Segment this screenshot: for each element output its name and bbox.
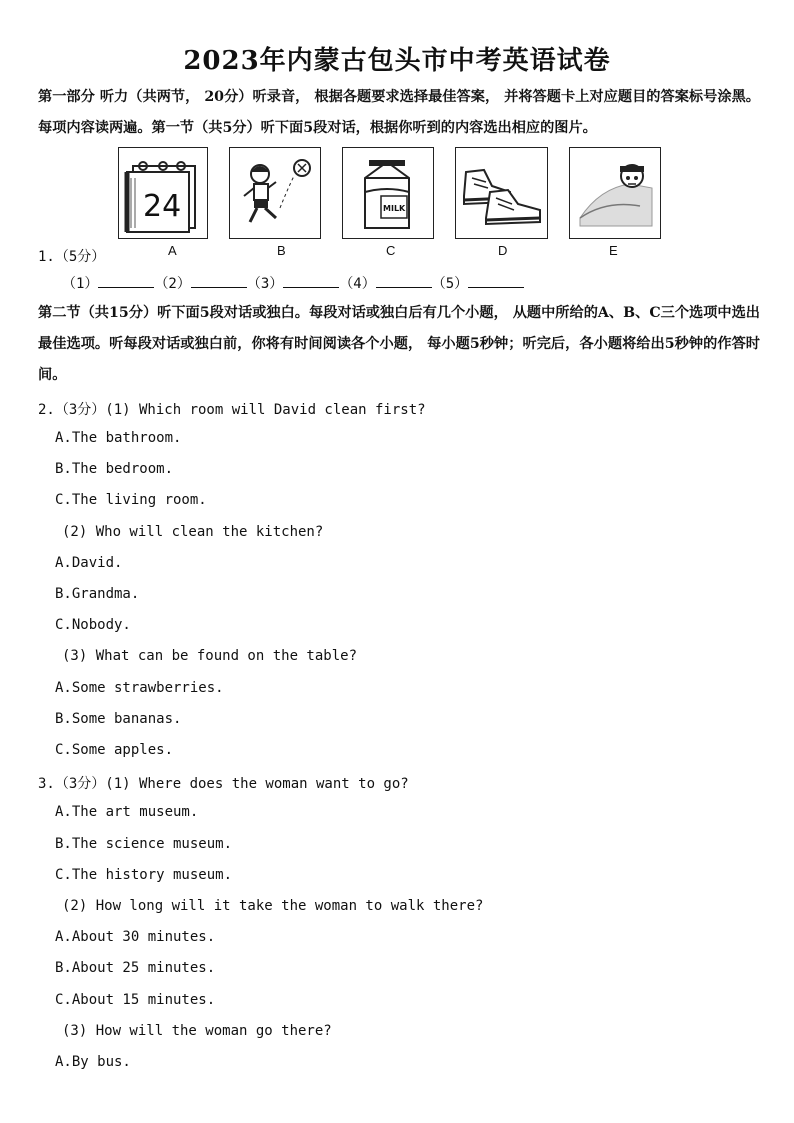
option: B.Grandma. xyxy=(55,586,140,602)
option: B.Some bananas. xyxy=(55,711,182,727)
sub-question: (3) What can be found on the table? xyxy=(62,648,358,664)
option: C.The history museum. xyxy=(55,867,233,883)
picture-label-e: E xyxy=(609,243,618,258)
option: A.The bathroom. xyxy=(55,430,182,446)
option: C.Nobody. xyxy=(55,617,131,633)
blank-label: （3） xyxy=(246,276,284,292)
option: A.David. xyxy=(55,555,123,571)
blank-label: （1） xyxy=(62,276,99,292)
sneakers-icon xyxy=(456,148,546,237)
picture-e xyxy=(569,147,661,239)
q2-header: 2.（3分）(1) Which room will David clean first? xyxy=(38,402,426,418)
calendar-date: 24 xyxy=(143,189,182,224)
picture-label-b: B xyxy=(277,243,286,258)
q3-header: 3.（3分）(1) Where does the woman want to go? xyxy=(38,776,409,792)
picture-c xyxy=(342,147,434,239)
exam-title: 2023年内蒙古包头市中考英语试卷 xyxy=(183,46,611,76)
option: A.By bus. xyxy=(55,1054,131,1070)
answer-blank[interactable] xyxy=(191,275,247,288)
answer-blank[interactable] xyxy=(98,275,154,288)
part2-instructions: 第二节（共15分）听下面5段对话或独白。每段对话或独白后有几个小题， 从题中所给的A、B、C三个选项中选出最佳选项。听每段对话或独白前，你将有时间阅读各个小题， 每小题5秒钟；听完后，各小题将给出5秒钟的作答时间。 xyxy=(38,305,760,383)
sick-in-bed-icon xyxy=(570,148,659,237)
boy-kicking-ball-icon xyxy=(230,148,319,237)
blank-label: （4） xyxy=(339,276,376,292)
option: A.Some strawberries. xyxy=(55,680,224,696)
option: C.About 15 minutes. xyxy=(55,992,216,1008)
blank-label: （2） xyxy=(154,276,191,292)
option: A.The art museum. xyxy=(55,804,199,820)
picture-label-a: A xyxy=(168,243,177,258)
q1-blanks xyxy=(62,273,524,293)
blank-label: （5） xyxy=(431,276,469,292)
picture-d xyxy=(455,147,548,239)
sub-question: (2) Who will clean the kitchen? xyxy=(62,524,324,540)
answer-blank[interactable] xyxy=(468,275,524,288)
sub-question: (3) How will the woman go there? xyxy=(62,1023,332,1039)
picture-b xyxy=(229,147,321,239)
answer-blank[interactable] xyxy=(283,275,339,288)
picture-label-d: D xyxy=(498,243,508,258)
calendar-icon xyxy=(119,148,206,237)
picture-a xyxy=(118,147,208,239)
option: A.About 30 minutes. xyxy=(55,929,216,945)
picture-label-c: C xyxy=(386,243,396,258)
option: B.About 25 minutes. xyxy=(55,960,216,976)
q1-header: 1.（5分） xyxy=(38,249,106,265)
option: B.The science museum. xyxy=(55,836,233,852)
option: B.The bedroom. xyxy=(55,461,174,477)
milk-carton-icon xyxy=(343,148,432,237)
option: C.The living room. xyxy=(55,492,207,508)
option: C.Some apples. xyxy=(55,742,174,758)
part1-instructions: 第一部分 听力（共两节， 20分）听录音， 根据各题要求选择最佳答案， 并将答题卡上对应题目的答案标号涂黑。每项内容读两遍。第一节（共5分）听下面5段对话，根据你听到的内容选出相应的图片。 xyxy=(38,89,760,136)
sub-question: (2) How long will it take the woman to walk there? xyxy=(62,898,484,914)
answer-blank[interactable] xyxy=(376,275,432,288)
milk-label: MILK xyxy=(383,204,406,213)
